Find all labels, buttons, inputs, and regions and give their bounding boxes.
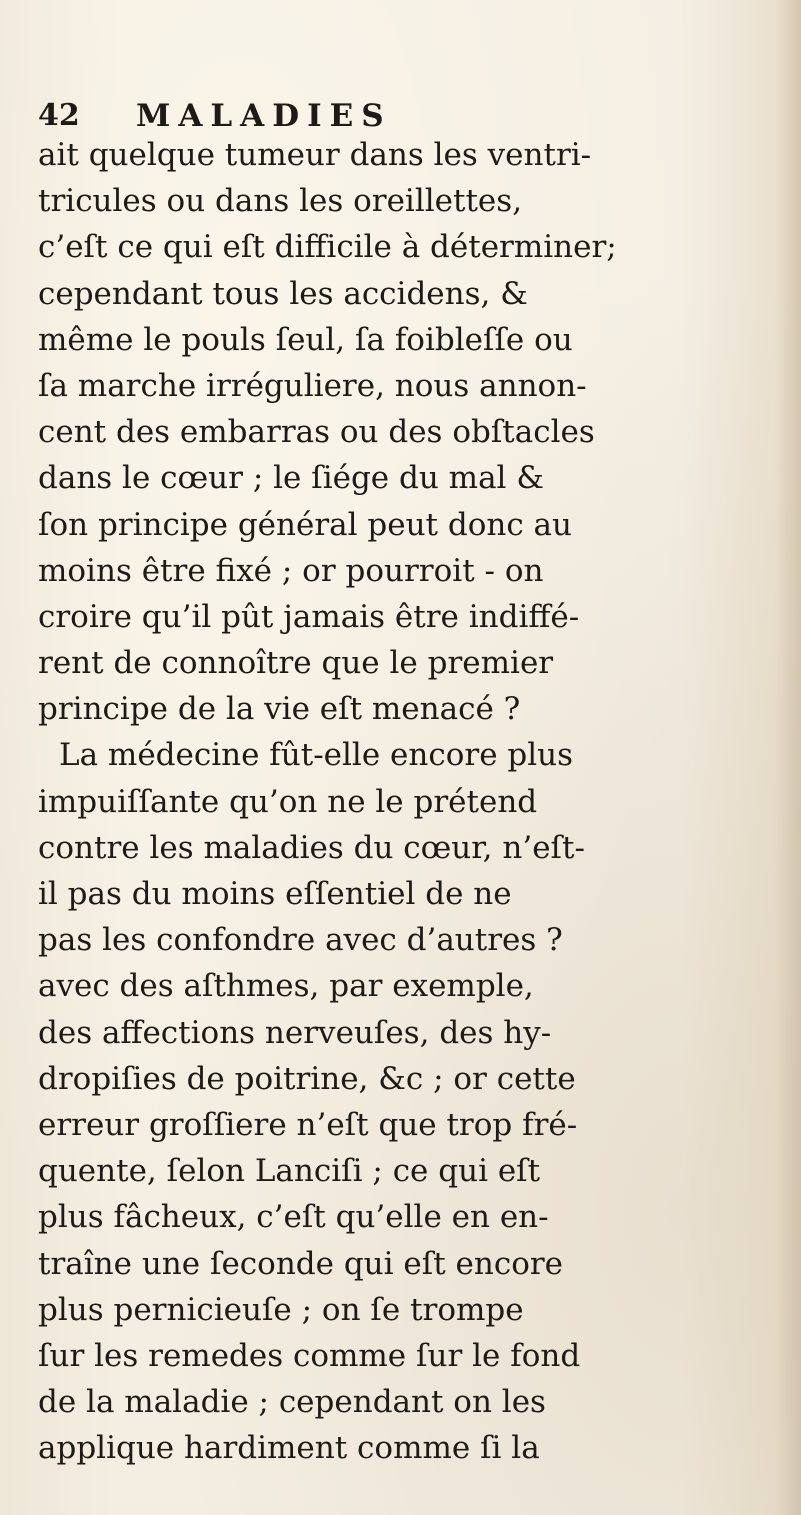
text-line: plus fâcheux, c’eſt qu’elle en en- — [38, 1199, 549, 1236]
text-line: rent de connoître que le premier — [38, 645, 554, 682]
page-header — [38, 96, 758, 136]
text-line-paragraph-start: La médecine fût-elle encore plus — [59, 737, 574, 774]
text-line: c’eſt ce qui eſt difficile à déterminer; — [38, 229, 617, 266]
text-line: croire qu’il pût jamais être indiffé- — [38, 598, 580, 635]
text-line: de la maladie ; cependant on les — [38, 1384, 546, 1421]
text-line: ait quelque tumeur dans les ventri- — [38, 137, 592, 173]
page-gutter-shadow — [775, 0, 801, 1515]
text-line: principe de la vie eſt menacé ? — [38, 691, 521, 728]
text-line: cent des embarras ou des obſtacles — [38, 414, 595, 451]
text-line: ſur les remedes comme ſur le fond — [38, 1337, 581, 1374]
text-line: même le pouls ſeul, ſa foibleſſe ou — [38, 321, 573, 358]
text-line: impuiſſante qu’on ne le prétend — [38, 783, 538, 820]
text-line: il pas du moins eſſentiel de ne — [38, 876, 512, 912]
text-line: tricules ou dans les oreillettes, — [38, 183, 523, 220]
text-line: ſon principe général peut donc au — [38, 506, 572, 543]
text-line: cependant tous les accidens, & — [38, 275, 528, 312]
body-text — [38, 132, 778, 1471]
text-line: dans le cœur ; le ſiége du mal & — [38, 460, 544, 497]
text-line: avec des aſthmes, par exemple, — [38, 968, 534, 1005]
text-line: ſa marche irréguliere, nous annon- — [38, 367, 587, 404]
running-title: MALADIES — [136, 98, 392, 134]
text-line: dropiſies de poitrine, &c ; or cette — [38, 1060, 576, 1097]
text-line: pas les confondre avec d’autres ? — [38, 922, 563, 959]
text-line: des affections nerveuſes, des hy- — [38, 1014, 552, 1051]
text-line: plus pernicieuſe ; on ſe trompe — [38, 1291, 524, 1328]
page-number: 42 — [38, 98, 80, 133]
text-line: moins être fixé ; or pourroit - on — [38, 552, 544, 589]
text-line: erreur groſſiere n’eſt que trop fré- — [38, 1106, 578, 1143]
text-line: quente, ſelon Lanciſi ; ce qui eſt — [38, 1153, 541, 1190]
text-line: contre les maladies du cœur, n’eſt- — [38, 829, 585, 866]
text-line: applique hardiment comme ſi la — [38, 1430, 540, 1467]
text-line: traîne une ſeconde qui eſt encore — [38, 1245, 564, 1282]
